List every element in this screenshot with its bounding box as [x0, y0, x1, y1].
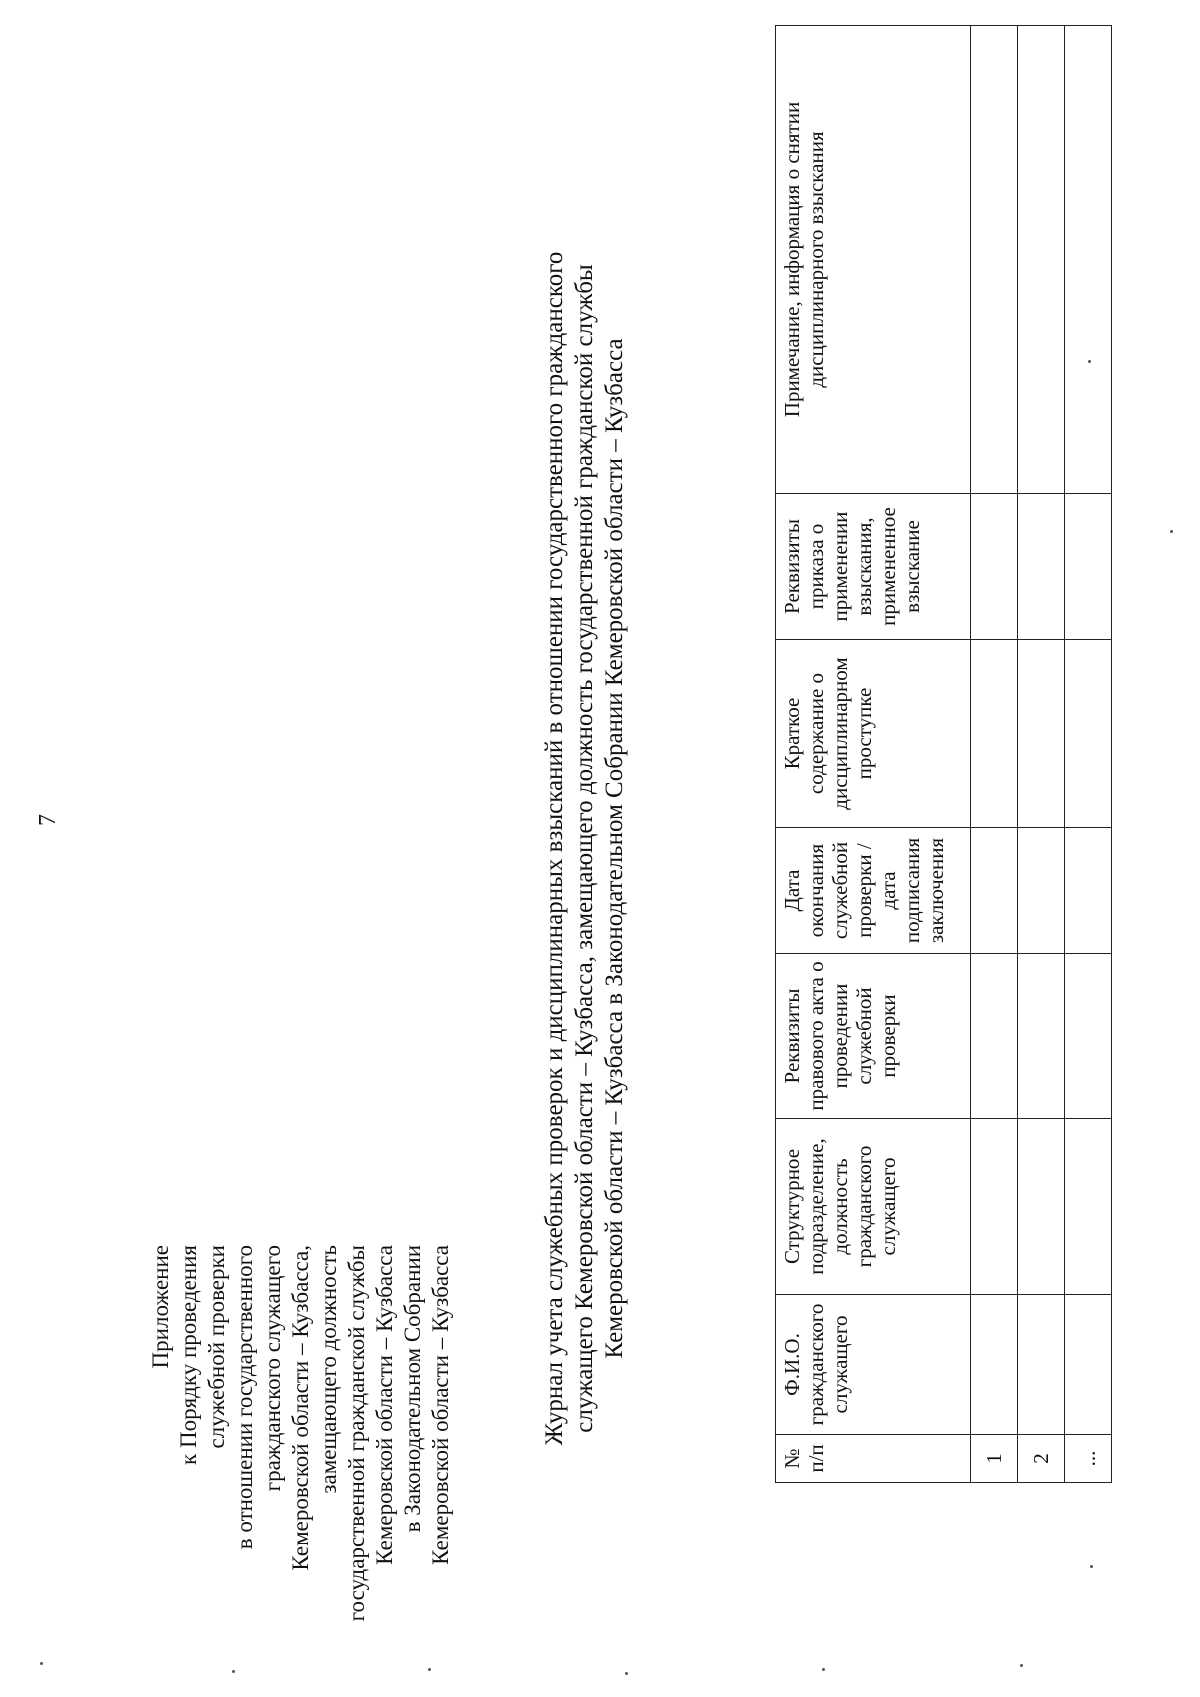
scan-speck	[1088, 360, 1091, 363]
journal-title-line: Кемеровской области – Кузбасса в Законодательном Собрании Кемеровской области – Кузбасса	[601, 338, 628, 1359]
scan-speck	[822, 1668, 825, 1671]
table-cell	[1018, 640, 1065, 828]
scan-speck	[1090, 1565, 1093, 1568]
table-cell	[971, 828, 1018, 954]
column-header-note: Примечание, информация о снятии дисциплинарного взыскания	[776, 26, 971, 494]
table-cell	[1018, 828, 1065, 954]
row-number: 1	[971, 1435, 1018, 1483]
page-number: 7	[35, 814, 61, 826]
scan-speck	[40, 1662, 43, 1665]
scan-speck	[232, 1670, 235, 1673]
scan-speck	[1020, 1664, 1023, 1667]
appendix-line: замещающего должность	[316, 1245, 341, 1494]
journal-table	[775, 25, 1112, 1483]
column-header-misconduct: Краткое содержание о дисциплинарном проступке	[776, 640, 971, 828]
column-header-end-date: Дата окончания служебной проверки / дата подписания заключения	[776, 828, 971, 954]
journal-title	[540, 0, 630, 1697]
table-cell	[1065, 828, 1112, 954]
column-header-order: Реквизиты приказа о применении взыскания, примененное взыскание	[776, 494, 971, 640]
table-cell	[971, 1119, 1018, 1295]
table-cell	[1065, 26, 1112, 494]
journal-title-line: Журнал учета служебных проверок и дисциплинарных взысканий в отношении государственного гражданского	[541, 251, 568, 1446]
appendix-line: государственной гражданской службы	[344, 1245, 369, 1622]
table-cell	[1065, 1295, 1112, 1435]
column-header-department: Структурное подразделение, должность гражданского служащего	[776, 1119, 971, 1295]
table-row	[971, 26, 1018, 1483]
row-number: ...	[1065, 1435, 1112, 1483]
table-cell	[1018, 1119, 1065, 1295]
table-cell	[971, 640, 1018, 828]
scan-speck	[625, 1672, 628, 1675]
appendix-line: гражданского служащего	[260, 1245, 285, 1492]
appendix-line: Кемеровской области – Кузбасса	[428, 1245, 453, 1565]
column-header-number: № п/п	[776, 1435, 971, 1483]
table-header-row	[776, 26, 971, 1483]
appendix-line: Кемеровской области – Кузбасса,	[288, 1245, 313, 1571]
table-row	[1018, 26, 1065, 1483]
scan-speck	[1170, 530, 1173, 533]
table-cell	[971, 494, 1018, 640]
table-cell	[1018, 494, 1065, 640]
table-cell	[1065, 954, 1112, 1119]
row-number: 2	[1018, 1435, 1065, 1483]
appendix-line: к Порядку проведения	[176, 1245, 201, 1465]
table-cell	[971, 26, 1018, 494]
table-cell	[971, 1295, 1018, 1435]
table-row	[1065, 26, 1112, 1483]
journal-title-line: служащего Кемеровской области – Кузбасса, замещающего должность государственной гражданской службы	[571, 264, 598, 1433]
table-cell	[1065, 1119, 1112, 1295]
table-cell	[1018, 26, 1065, 494]
column-header-legal-act: Реквизиты правового акта о проведении служебной проверки	[776, 954, 971, 1119]
appendix-line: Приложение	[148, 1245, 173, 1369]
table-cell	[1018, 1295, 1065, 1435]
appendix-line: служебной проверки	[204, 1245, 229, 1449]
table-cell	[1065, 640, 1112, 828]
scan-speck	[428, 1668, 431, 1671]
appendix-line: в Законодательном Собрании	[400, 1245, 425, 1533]
appendix-line: в отношении государственного	[232, 1245, 257, 1550]
appendix-line: Кемеровской области – Кузбасса	[372, 1245, 397, 1565]
table-cell	[1018, 954, 1065, 1119]
column-header-name: Ф.И.О. гражданского служащего	[776, 1295, 971, 1435]
appendix-header	[147, 1245, 455, 1685]
table-cell	[971, 954, 1018, 1119]
table-cell	[1065, 494, 1112, 640]
